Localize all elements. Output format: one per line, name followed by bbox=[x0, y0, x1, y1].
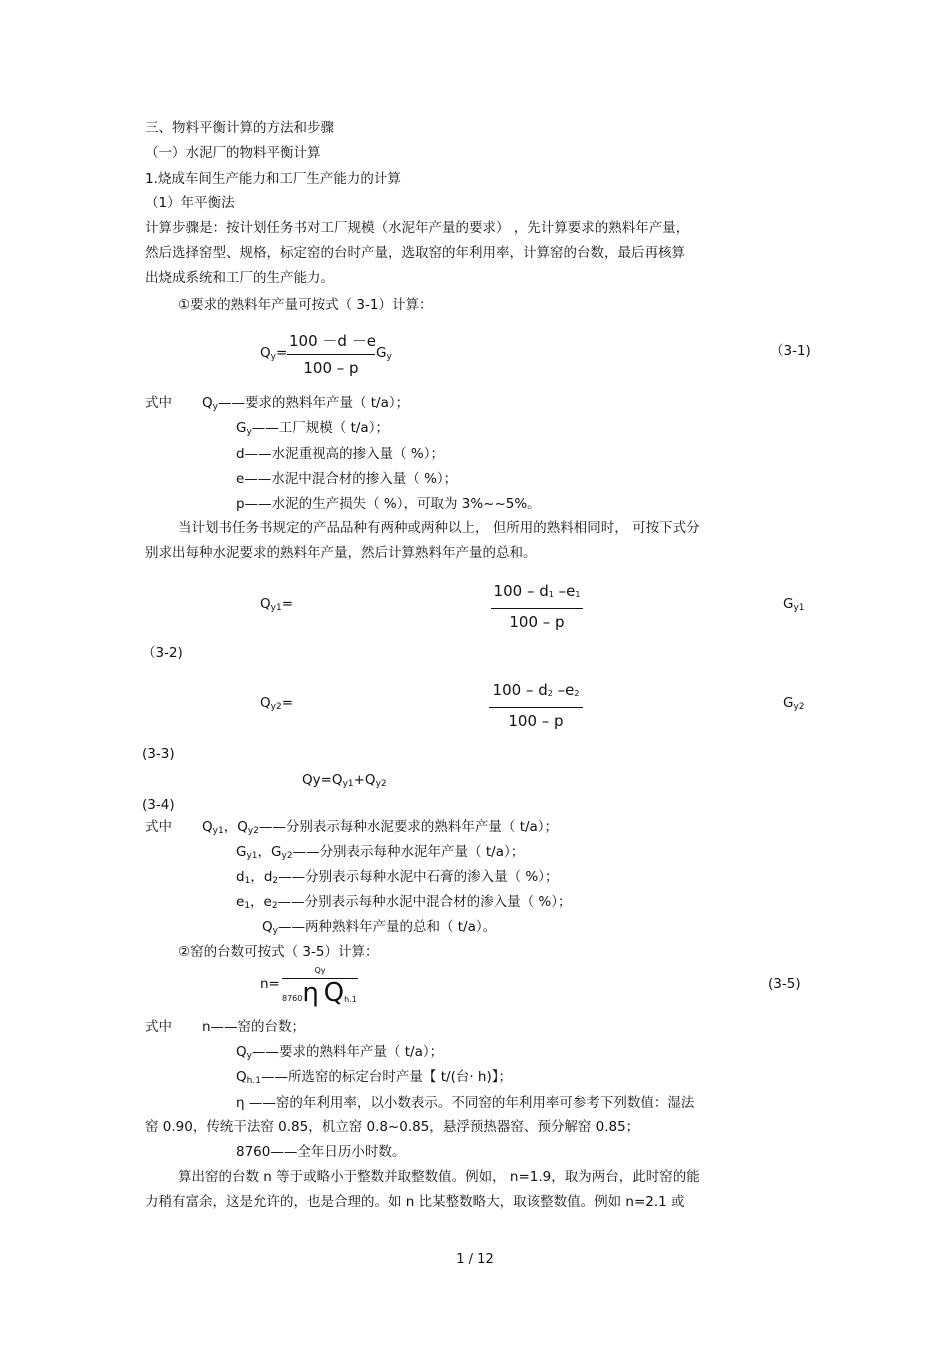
definition-lead: 式中 bbox=[145, 1019, 172, 1035]
definition-line: $d_1$，$d_2——$分别表示每种水泥中石膏的渗入量（ %）； bbox=[236, 869, 559, 886]
eq2-fraction bbox=[491, 581, 583, 632]
definition-line: 窑 0.90，传统干法窑 0.85，机立窑 0.8~0.85，悬浮预热器窑、预分解窑 0.85； bbox=[145, 1119, 640, 1135]
fraction-bar bbox=[489, 707, 583, 708]
paragraph-line: 然后选择窑型、规格，标定窑的台时产量，选取窑的年利用率，计算窑的台数，最后再核算 bbox=[145, 245, 685, 261]
eq4: $Qy=Q_{y1}+Q_{y2}$ bbox=[302, 772, 387, 789]
paragraph-line: 力稍有富余，这是允许的，也是合理的。如 n 比某整数略大，取该整数值。例如 n=2.1 或 bbox=[145, 1194, 685, 1210]
eq5-number: (3-5) bbox=[768, 976, 801, 992]
page-number: 1 / 12 bbox=[456, 1252, 494, 1267]
eq4-number: (3-4) bbox=[142, 797, 175, 813]
item-heading: 1.烧成车间生产能力和工厂生产能力的计算 bbox=[145, 171, 401, 187]
definition-line: $Q_{h.1}——$所选窑的标定台时产量【 t/(台· h)】； bbox=[236, 1069, 512, 1086]
definition-line: $Q_y——$要求的熟料年产量（ t/a）； bbox=[202, 395, 410, 412]
definition-line: $Q_y——$要求的熟料年产量（ t/a）； bbox=[236, 1044, 444, 1061]
paragraph-line: 算出窑的台数 n 等于或略小于整数并取整数值。例如， n=1.9，取为两台，此时窑的能 bbox=[178, 1169, 700, 1185]
fraction-bar bbox=[282, 978, 358, 979]
eq5-denominator: 8760η Qh.1 bbox=[282, 978, 357, 1008]
eq1-rhs: $G_y$ bbox=[376, 345, 392, 362]
method-heading: （1）年平衡法 bbox=[145, 195, 235, 211]
eq1-number: （3-1) bbox=[770, 343, 811, 359]
eq1-numerator: 100 －d －e bbox=[289, 332, 376, 350]
subsection-heading: （一）水泥厂的物料平衡计算 bbox=[145, 145, 321, 161]
eq3-denominator: 100 – p bbox=[508, 712, 564, 730]
fraction-bar bbox=[491, 608, 583, 609]
paragraph-line: 计算步骤是：按计划任务书对工厂规模（水泥年产量的要求） ，先计算要求的熟料年产量， bbox=[145, 220, 690, 236]
definition-line: d——水泥重视高的掺入量（ %）； bbox=[236, 446, 444, 462]
eq5-fraction bbox=[282, 965, 358, 1012]
paragraph-line: ①要求的熟料年产量可按式（ 3-1）计算： bbox=[178, 297, 433, 313]
eq5-lhs: n= bbox=[260, 976, 280, 992]
definition-line: $G_{y1}$，$G_{y2}——$分别表示每种水泥年产量（ t/a）； bbox=[236, 844, 525, 861]
section-heading: 三、物料平衡计算的方法和步骤 bbox=[145, 120, 334, 136]
eq1-lhs: $Q_y=$ bbox=[260, 345, 288, 362]
eq1-denominator: 100 – p bbox=[303, 359, 359, 377]
definition-line: $Q_y——$两种熟料年产量的总和（ t/a）。 bbox=[262, 919, 497, 936]
definition-line: e——水泥中混合材的掺入量（ %）； bbox=[236, 471, 458, 487]
fraction-bar bbox=[287, 354, 375, 355]
definition-line: p——水泥的生产损失（ %），可取为 3%~~5%。 bbox=[236, 496, 541, 512]
definition-line: $Q_{y1}$，$Q_{y2}——$分别表示每种水泥要求的熟料年产量（ t/a）； bbox=[202, 819, 559, 836]
definition-line: η ——窑的年利用率，以小数表示。不同窑的年利用率可参考下列数值：湿法 bbox=[236, 1095, 695, 1111]
eq3-number: (3-3) bbox=[142, 746, 175, 762]
paragraph-line: 别求出每种水泥要求的熟料年产量，然后计算熟料年产量的总和。 bbox=[145, 545, 537, 561]
eq2-numerator: 100 – d1 –e1 bbox=[493, 582, 581, 600]
eq2-lhs: $Q_{y1}=$ bbox=[260, 596, 294, 613]
paragraph-line: ②窑的台数可按式（ 3-5）计算： bbox=[178, 944, 379, 960]
eq5-numerator: Qy bbox=[314, 966, 326, 975]
eq2-denominator: 100 – p bbox=[509, 613, 565, 631]
definition-lead: 式中 bbox=[145, 395, 172, 411]
definition-line: 8760——全年日历小时数。 bbox=[236, 1144, 406, 1160]
definition-lead: 式中 bbox=[145, 819, 172, 835]
definition-line: $e_1$，$e_2——$分别表示每种水泥中混合材的渗入量（ %）； bbox=[236, 894, 572, 911]
eq2-rhs: $G_{y1}$ bbox=[783, 596, 805, 613]
paragraph-line: 出烧成系统和工厂的生产能力。 bbox=[145, 270, 334, 286]
definition-line: $G_y——$工厂规模（ t/a）； bbox=[236, 420, 389, 437]
eq1-fraction bbox=[287, 331, 375, 378]
eq3-lhs: $Q_{y2}=$ bbox=[260, 695, 294, 712]
eq3-fraction bbox=[489, 680, 583, 731]
paragraph-line: 当计划书任务书规定的产品品种有两种或两种以上， 但所用的熟料相同时， 可按下式分 bbox=[178, 520, 700, 536]
eq3-numerator: 100 – d2 –e2 bbox=[492, 681, 580, 699]
eq3-rhs: $G_{y2}$ bbox=[783, 695, 805, 712]
eq2-number: （3-2) bbox=[142, 645, 183, 661]
definition-line: n——窑的台数； bbox=[202, 1019, 306, 1035]
